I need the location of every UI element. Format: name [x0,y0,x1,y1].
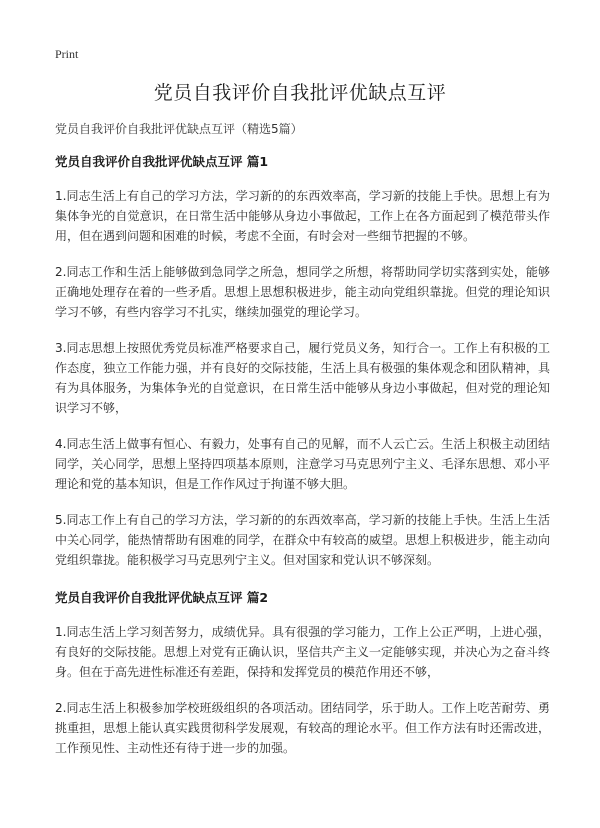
document-body [55,148,550,774]
section-2 [55,588,550,758]
paragraph: 2.同志生活上积极参加学校班级组织的各项活动。团结同学，乐于助人。工作上吃苦耐劳、勇挑重担，思想上能认真实践贯彻科学发展观，有较高的理论水平。但工作方法有时还需改进，工作预见性、主动性还有待于进一步的加强。 [55,701,550,755]
paragraph: 1.同志生活上有自己的学习方法，学习新的的东西效率高，学习新的技能上手快。思想上有为集体争光的自觉意识，在日常生活中能够从身边小事做起，工作上在各方面起到了模范带头作用，但在遇到问题和困难的时候，考虑不全面，有时会对一些细节把握的不够。 [55,189,550,243]
section-heading: 党员自我评价自我批评优缺点互评 篇1 [55,154,269,169]
paragraph: 5.同志工作上有自己的学习方法，学习新的的东西效率高，学习新的技能上手快。生活上生活中关心同学，能热情帮助有困难的同学，在群众中有较高的威望。思想上积极进步，能主动向党组织靠拢。能积极学习马克思列宁主义。但对国家和党认识不够深刻。 [55,513,550,567]
print-link[interactable]: Print [55,47,79,61]
paragraph: 1.同志生活上学习刻苦努力，成绩优异。具有很强的学习能力，工作上公正严明，上进心强，有良好的交际技能。思想上对党有正确认识，坚信共产主义一定能够实现，并决心为之奋斗终身。但在于高先进性标准还有差距，保持和发挥党员的模范作用还不够， [55,625,550,679]
paragraph: 3.同志思想上按照优秀党员标准严格要求自己，履行党员义务，知行合一。工作上有积极的工作态度，独立工作能力强，并有良好的交际技能，生活上具有极强的集体观念和团队精神，具有为具体服务，为集体争光的自觉意识，在日常生活中能够从身边小事做起，但对党的理论知识学习不够， [55,341,550,415]
document-subtitle: 党员自我评价自我批评优缺点互评（精选5篇） [55,122,303,136]
paragraph: 2.同志工作和生活上能够做到急同学之所急，想同学之所想，将帮助同学切实落到实处，能够正确地处理存在着的一些矛盾。思想上思想积极进步，能主动向党组织靠拢。但党的理论知识学习不够，有些内容学习不扎实，继续加强党的理论学习。 [55,265,550,319]
section-heading: 党员自我评价自我批评优缺点互评 篇2 [55,590,269,605]
page-title: 党员自我评价自我批评优缺点互评 [153,82,447,104]
paragraph: 4.同志生活上做事有恒心、有毅力，处事有自己的见解，而不人云亡云。生活上积极主动团结同学，关心同学，思想上坚持四项基本原则，注意学习马克思列宁主义、毛泽东思想、邓小平理论和党的基本知识，但是工作作风过于拘谨不够大胆。 [55,437,550,491]
section-1 [55,152,550,570]
